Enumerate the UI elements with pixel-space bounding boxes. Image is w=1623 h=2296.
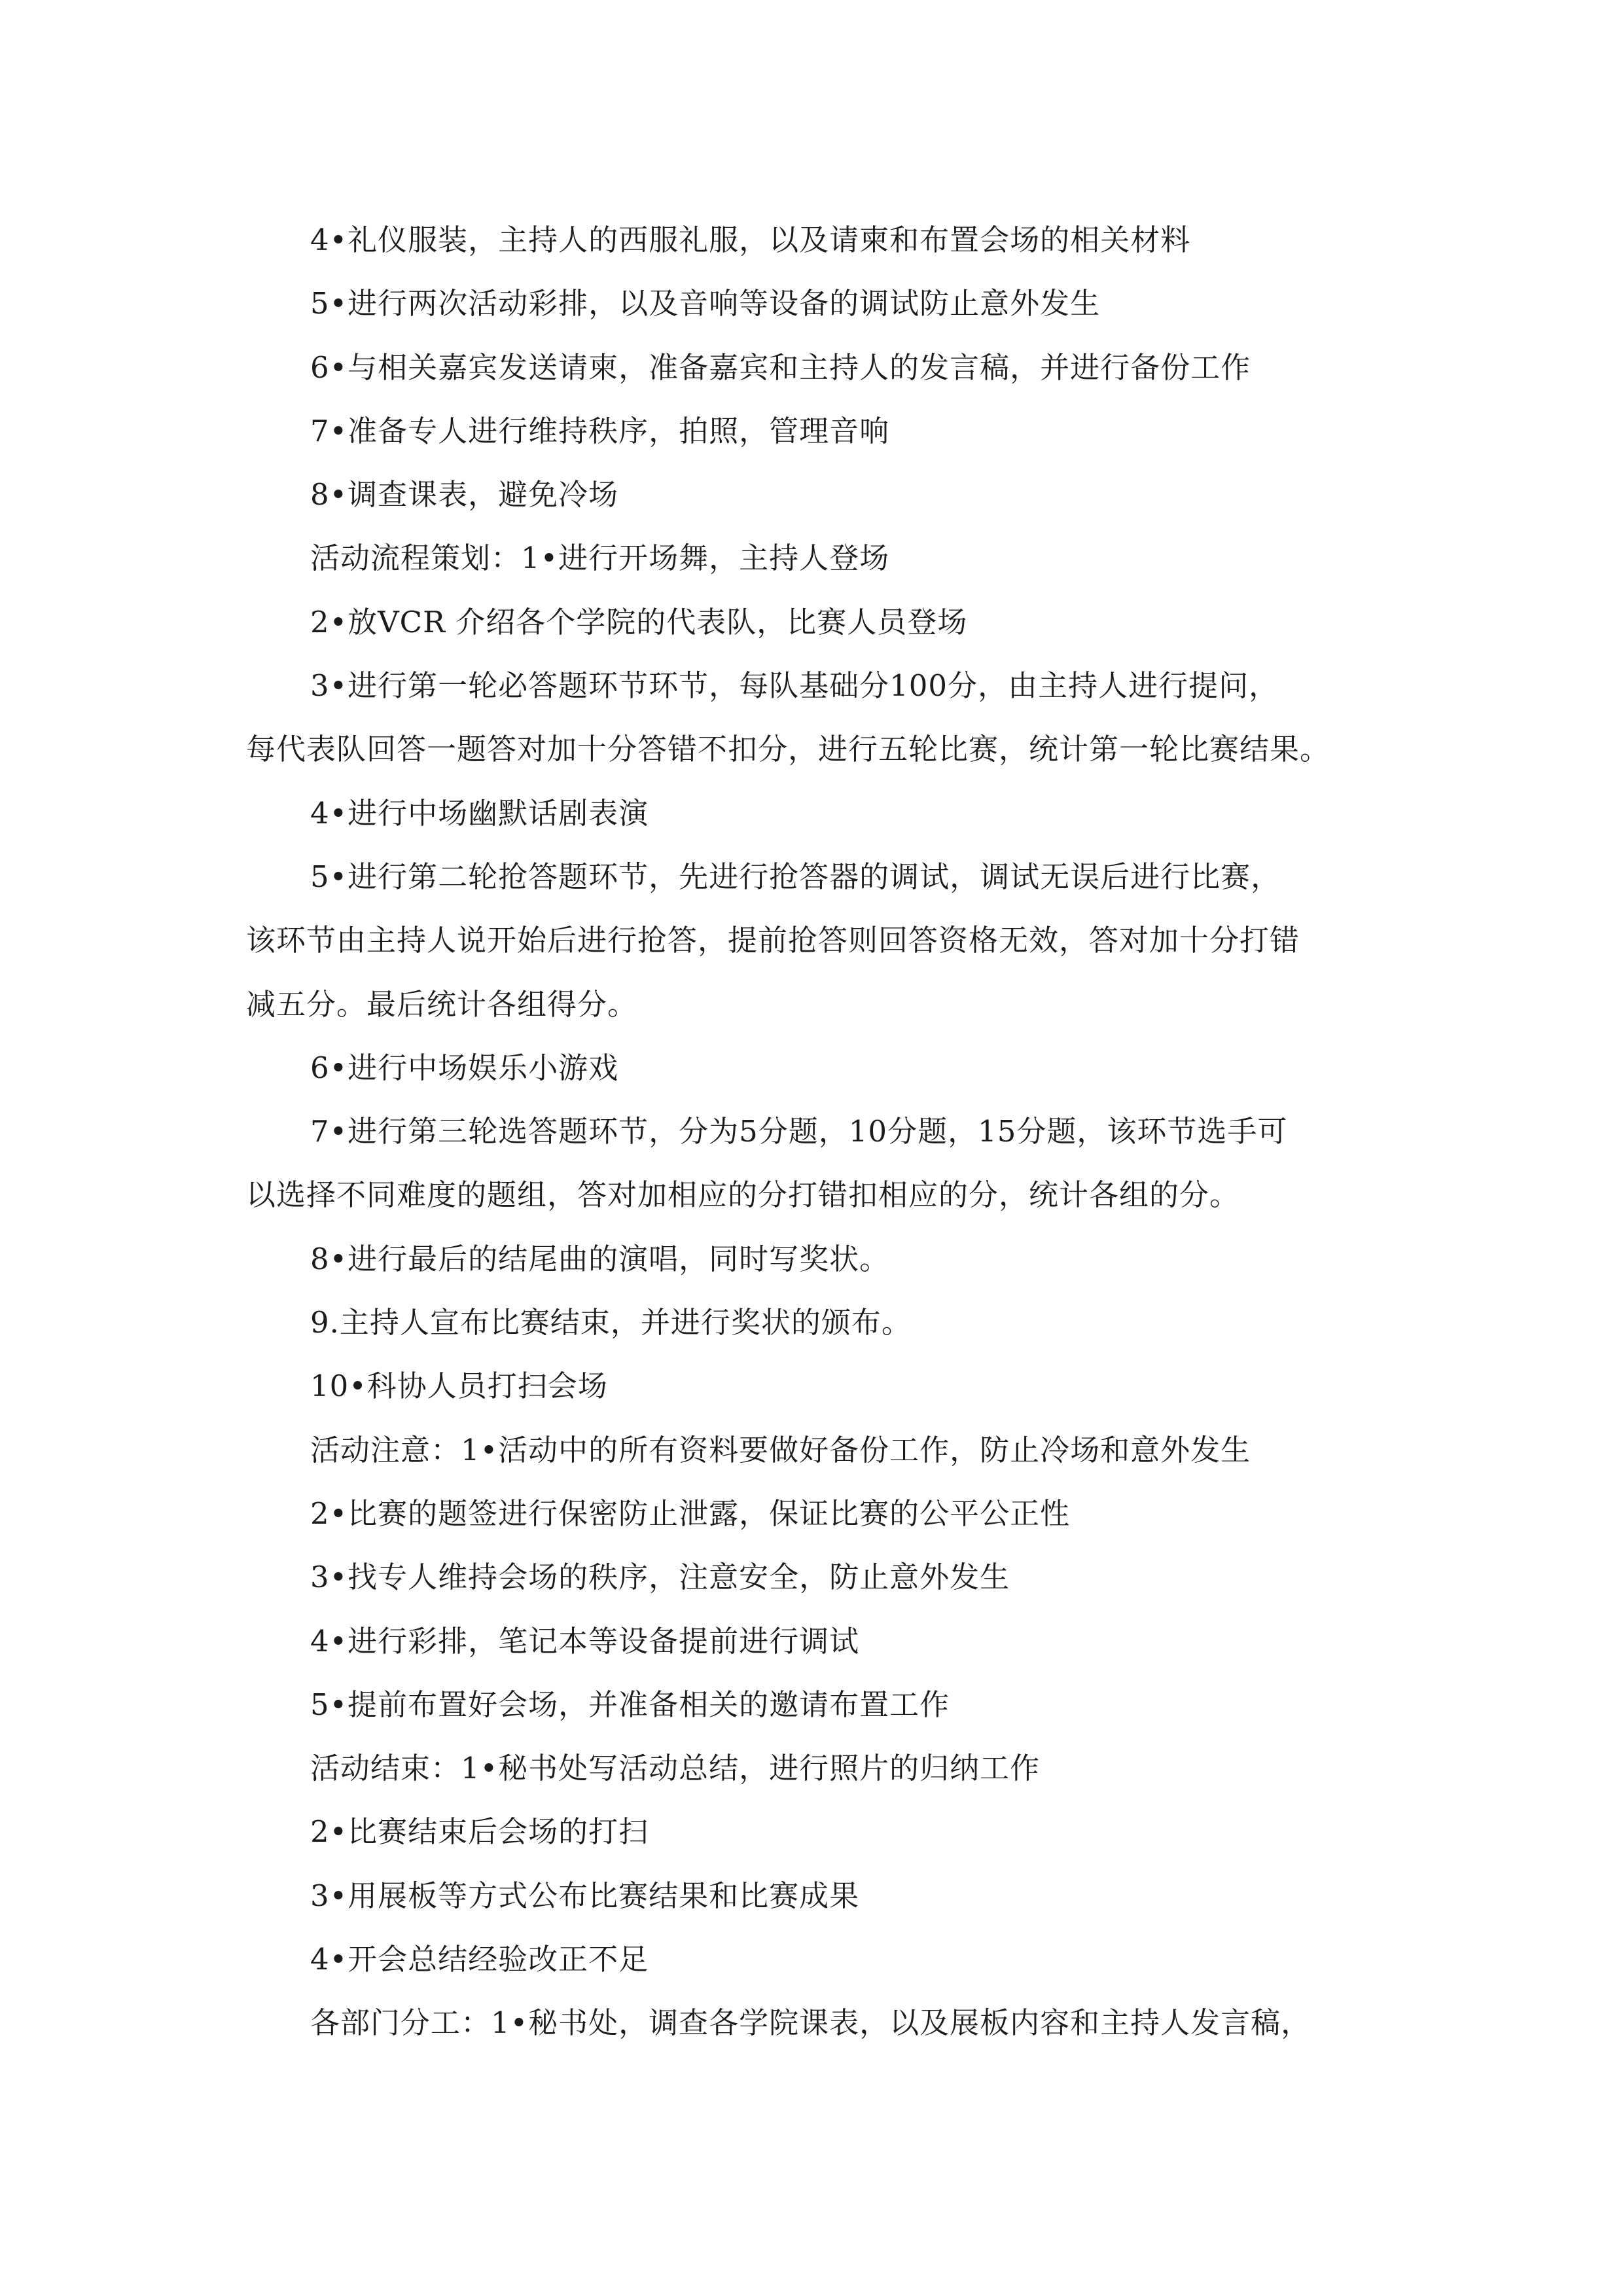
document-body: [246, 208, 1398, 2055]
text-line: 2•放VCR 介绍各个学院的代表队，比赛人员登场: [310, 604, 968, 639]
text-line: 各部门分工：1•秘书处，调查各学院课表，以及展板内容和主持人发言稿，: [310, 2005, 1311, 2041]
text-line: 10•科协人员打扫会场: [310, 1369, 608, 1404]
text-line: 5•进行第二轮抢答题环节，先进行抢答器的调试，调试无误后进行比赛，: [310, 859, 1281, 894]
text-line: 2•比赛的题签进行保密防止泄露，保证比赛的公平公正性: [310, 1496, 1071, 1531]
text-line: 6•进行中场娱乐小游戏: [310, 1050, 619, 1085]
text-line: 6•与相关嘉宾发送请柬，准备嘉宾和主持人的发言稿，并进行备份工作: [310, 350, 1251, 385]
text-line: 5•进行两次活动彩排，以及音响等设备的调试防止意外发生: [310, 286, 1101, 321]
text-line: 4•进行中场幽默话剧表演: [310, 795, 649, 831]
text-line: 活动流程策划：1•进行开场舞，主持人登场: [310, 541, 890, 576]
text-line: 9.主持人宣布比赛结束，并进行奖状的颁布。: [310, 1305, 912, 1340]
text-line: 4•进行彩排，笔记本等设备提前进行调试: [310, 1623, 860, 1659]
text-line: 2•比赛结束后会场的打扫: [310, 1814, 649, 1850]
text-line: 3•进行第一轮必答题环节环节，每队基础分100分，由主持人进行提问，: [310, 668, 1279, 704]
text-line: 以选择不同难度的题组，答对加相应的分打错扣相应的分，统计各组的分。: [246, 1177, 1240, 1213]
text-line: 3•用展板等方式公布比赛结果和比赛成果: [310, 1878, 860, 1913]
text-line: 7•准备专人进行维持秩序，拍照，管理音响: [310, 413, 890, 448]
text-line: 该环节由主持人说开始后进行抢答，提前抢答则回答资格无效，答对加十分打错: [246, 923, 1300, 958]
text-line: 4•开会总结经验改正不足: [310, 1942, 649, 1977]
text-line: 8•进行最后的结尾曲的演唱，同时写奖状。: [310, 1241, 890, 1276]
text-line: 3•找专人维持会场的秩序，注意安全，防止意外发生: [310, 1560, 1010, 1595]
text-line: 每代表队回答一题答对加十分答错不扣分，进行五轮比赛，统计第一轮比赛结果。: [246, 732, 1330, 767]
text-line: 5•提前布置好会场，并准备相关的邀请布置工作: [310, 1687, 950, 1722]
text-line: 8•调查课表，避免冷场: [310, 477, 619, 512]
text-line: 4•礼仪服装，主持人的西服礼服，以及请柬和布置会场的相关材料: [310, 223, 1191, 257]
text-line: 7•进行第三轮选答题环节，分为5分题，10分题，15分题，该环节选手可: [310, 1114, 1288, 1149]
text-line: 活动注意：1•活动中的所有资料要做好备份工作，防止冷场和意外发生: [310, 1432, 1251, 1467]
text-line: 活动结束：1•秘书处写活动总结，进行照片的归纳工作: [310, 1751, 1041, 1786]
text-line: 减五分。最后统计各组得分。: [246, 986, 638, 1022]
